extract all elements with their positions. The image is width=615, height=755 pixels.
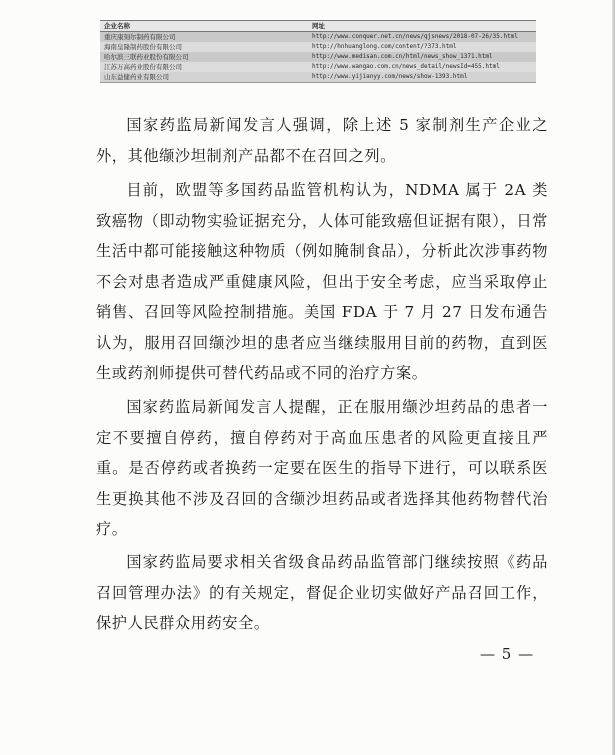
column-header-company: 企业名称	[100, 21, 308, 32]
paragraph-patient-reminder: 国家药监局新闻发言人提醒，正在服用缬沙坦药品的患者一定不要擅自停药，擅自停药对于高血压患者的风险更直接且严重。是否停药或者换药一定要在医生的指导下进行，可以联系医生更换其他不涉及召回的含缬沙坦药品或者选择其他药物替代治疗。	[96, 398, 548, 538]
url-cell: http://www.wangao.com.cn/news_detail/newsId=455.html	[308, 62, 536, 72]
url-cell: http://www.yijianyy.com/news/show-1393.html	[308, 72, 536, 83]
recall-company-table	[100, 20, 536, 83]
paragraph-spokesperson-emphasis: 国家药监局新闻发言人强调，除上述 5 家制剂生产企业之外，其他缬沙坦制剂产品都不在召回之列。	[96, 116, 548, 165]
table-row	[100, 42, 536, 52]
paragraph-recall-requirement: 国家药监局要求相关省级食品药品监管部门继续按照《药品召回管理办法》的有关规定，督促企业切实做好产品召回工作，保护人民群众用药安全。	[96, 553, 548, 632]
url-cell: http://www.medisan.com.cn/html/news_show_1371.html	[308, 52, 536, 62]
url-cell: http://hnhuanglong.com/content/?373.html	[308, 42, 536, 52]
column-header-url: 网址	[308, 21, 536, 32]
company-name-cell: 江苏万高药业股份有限公司	[100, 62, 308, 72]
paragraph-ndma-assessment: 目前，欧盟等多国药品监管机构认为，NDMA 属于 2A 类致癌物（即动物实验证据充分，人体可能致癌但证据有限），日常生活中都可能接触这种物质（例如腌制食品），分析此次涉事药物不会对患者造成严重健康风险，但出于安全考虑，应当采取停止销售、召回等风险控制措施。美国 FDA 于 7 月 27 日发布通告认为，服用召回缬沙坦的患者应当继续服用目前的药物，直到医生或药剂师提供可替代药品或不同的治疗方案。	[96, 181, 548, 382]
company-name-cell: 重庆康刻尔制药有限公司	[100, 32, 308, 43]
table-row	[100, 32, 536, 43]
table-row	[100, 62, 536, 72]
table-row	[100, 72, 536, 83]
url-cell: http://www.conquer.net.cn/news/qjsnews/2018-07-26/35.html	[308, 32, 536, 43]
company-name-cell: 哈尔滨三联药业股份有限公司	[100, 52, 308, 62]
table-row	[100, 52, 536, 62]
company-name-cell: 海南皇隆制药股份有限公司	[100, 42, 308, 52]
page-number: — 5 —	[480, 645, 535, 663]
company-name-cell: 山东益健药业有限公司	[100, 72, 308, 83]
table-header-row	[100, 21, 536, 32]
